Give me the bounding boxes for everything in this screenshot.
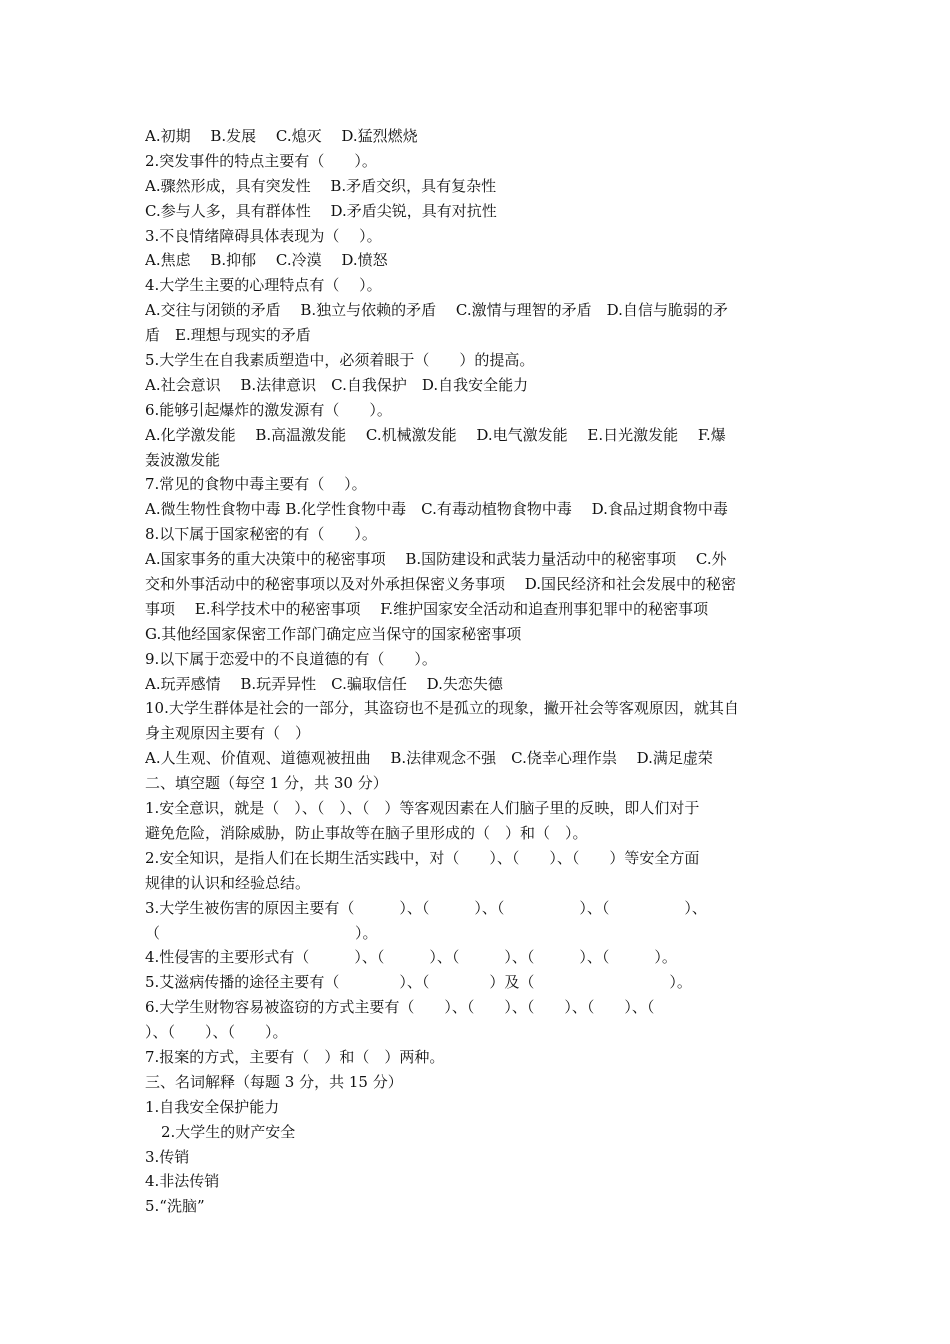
option-line: A.玩弄感情 B.玩弄异性 C.骗取信任 D.失恋失德	[145, 674, 503, 693]
question-line: 6.大学生财物容易被盗窃的方式主要有（ ）、（ ）、（ ）、（ ）、（	[145, 998, 655, 1017]
question-line: 4.性侵害的主要形式有（ ）、（ ）、（ ）、（ ）、（ ）。	[145, 948, 677, 967]
option-line: A.微生物性食物中毒 B.化学性食物中毒 C.有毒动植物食物中毒 D.食品过期食物中毒	[145, 500, 728, 519]
section-heading: 二、填空题（每空 1 分，共 30 分）	[145, 774, 388, 793]
option-line: A.化学激发能 B.高温激发能 C.机械激发能 D.电气激发能 E.日光激发能 F.爆	[145, 425, 726, 444]
question-line: 7.报案的方式，主要有（ ）和（ ）两种。	[145, 1047, 445, 1066]
question-line: 5.艾滋病传播的途径主要有（ ）、（ ）及（ ）。	[145, 973, 692, 992]
question-line: 10.大学生群体是社会的一部分，其盗窃也不是孤立的现象，撇开社会等客观原因，就其自	[145, 699, 739, 718]
document-body	[145, 124, 809, 1219]
term-item: 2.大学生的财产安全	[161, 1122, 296, 1141]
option-line: A.社会意识 B.法律意识 C.自我保护 D.自我安全能力	[145, 375, 529, 394]
question-line: 4.大学生主要的心理特点有（ ）。	[145, 276, 382, 295]
option-line: A.人生观、价值观、道德观被扭曲 B.法律观念不强 C.侥幸心理作祟 D.满足虚荣	[145, 749, 713, 768]
question-line: ）、（ ）、（ ）。	[145, 1023, 288, 1042]
question-line: 5.大学生在自我素质塑造中，必须着眼于（ ）的提高。	[145, 351, 535, 370]
question-line: 9.以下属于恋爱中的不良道德的有（ ）。	[145, 649, 437, 668]
question-line: 2.安全知识，是指人们在长期生活实践中，对（ ）、（ ）、（ ）等安全方面	[145, 848, 700, 867]
question-line: 3.大学生被伤害的原因主要有（ ）、（ ）、（ ）、（ ）、	[145, 898, 707, 917]
question-line: 3.不良情绪障碍具体表现为（ ）。	[145, 226, 382, 245]
option-line: 轰波激发能	[145, 450, 221, 469]
option-line: 盾 E.理想与现实的矛盾	[145, 326, 311, 345]
option-line: G.其他经国家保密工作部门确定应当保守的国家秘密事项	[145, 624, 522, 643]
option-line: A.焦虑 B.抑郁 C.冷漠 D.愤怒	[145, 251, 388, 270]
question-line: 避免危险，消除威胁，防止事故等在脑子里形成的（ ）和（ ）。	[145, 823, 588, 842]
question-line: （ ）。	[145, 923, 378, 942]
question-line: 规律的认识和经验总结。	[145, 873, 311, 892]
option-line: A.交往与闭锁的矛盾 B.独立与依赖的矛盾 C.激情与理智的矛盾 D.自信与脆弱的矛	[145, 301, 728, 320]
option-line: 交和外事活动中的秘密事项以及对外承担保密义务事项 D.国民经济和社会发展中的秘密	[145, 575, 737, 594]
option-line: A.国家事务的重大决策中的秘密事项 B.国防建设和武装力量活动中的秘密事项 C.外	[145, 550, 727, 569]
option-line: 事项 E.科学技术中的秘密事项 F.维护国家安全活动和追查刑事犯罪中的秘密事项	[145, 599, 709, 618]
section-heading: 三、名词解释（每题 3 分，共 15 分）	[145, 1072, 403, 1091]
question-line: 6.能够引起爆炸的激发源有（ ）。	[145, 400, 392, 419]
question-line: 身主观原因主要有（ ）	[145, 724, 311, 743]
term-item: 4.非法传销	[145, 1172, 220, 1191]
option-line: A.骤然形成，具有突发性 B.矛盾交织，具有复杂性	[145, 176, 497, 195]
question-line: 7.常见的食物中毒主要有（ ）。	[145, 475, 367, 494]
term-item: 5.“洗脑”	[145, 1197, 205, 1216]
term-item: 1.自我安全保护能力	[145, 1097, 280, 1116]
question-line: 2.突发事件的特点主要有（ ）。	[145, 151, 377, 170]
question-line: 1.安全意识，就是（ ）、（ ）、（ ）等客观因素在人们脑子里的反映，即人们对于	[145, 799, 700, 818]
question-line: 8.以下属于国家秘密的有（ ）。	[145, 525, 377, 544]
term-item: 3.传销	[145, 1147, 190, 1166]
text-line: A.初期 B.发展 C.熄灭 D.猛烈燃烧	[145, 127, 418, 145]
option-line: C.参与人多，具有群体性 D.矛盾尖锐，具有对抗性	[145, 201, 497, 220]
